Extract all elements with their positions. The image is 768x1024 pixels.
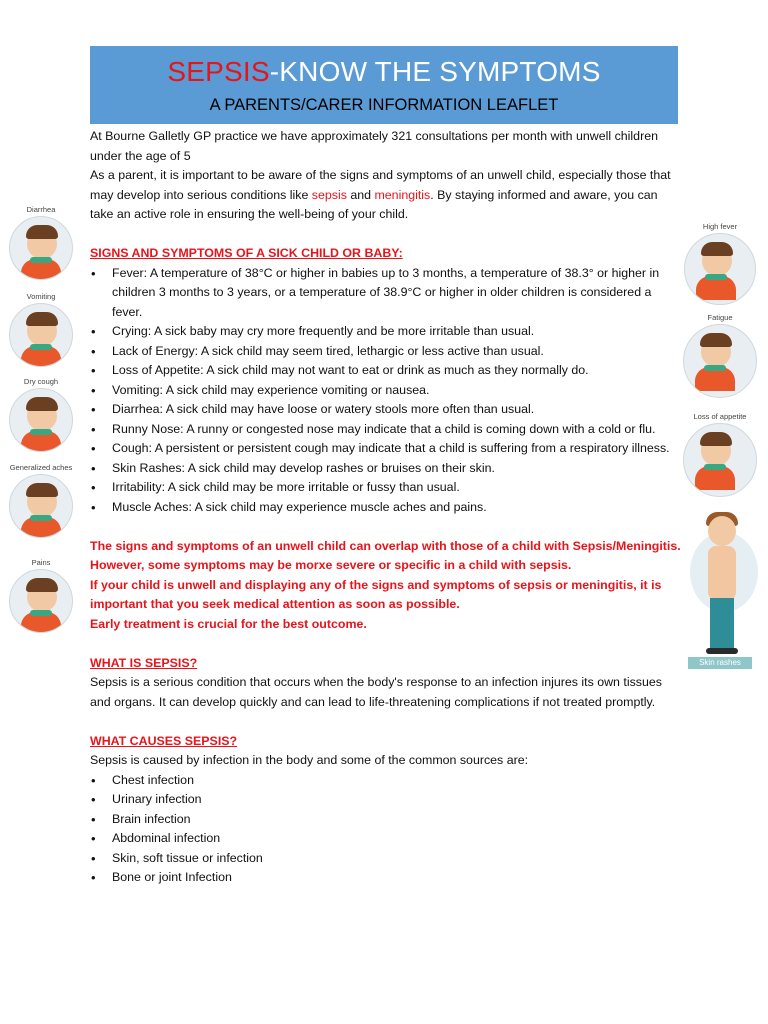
list-item: • Diarrhea: A sick child may have loose or watery stools more often than usual. — [90, 400, 682, 420]
illustration-caption: Generalized aches — [9, 463, 73, 472]
warning-line-4: Early treatment is crucial for the best outcome. — [90, 616, 367, 631]
skin-rashes-illustration — [690, 510, 758, 670]
list-item: • Muscle Aches: A sick child may experience muscle aches and pains. — [90, 498, 682, 518]
list-item: • Crying: A sick baby may cry more frequently and be more irritable than usual. — [90, 322, 682, 342]
illustration-caption: High fever — [702, 222, 738, 231]
list-item: • Vomiting: A sick child may experience vomiting or nausea. — [90, 381, 682, 401]
vomiting-illustration — [6, 292, 76, 367]
intro-text-end: . By staying informed and aware, you can take an active role in ensuring the well-being of your child. — [90, 187, 658, 221]
diarrhea-icon — [9, 216, 73, 280]
list-item: • Cough: A persistent or persistent cough may indicate that a child is suffering from a respiratory illness. — [90, 439, 682, 459]
fatigue-illustration — [682, 313, 758, 398]
dry-cough-icon — [9, 388, 73, 452]
title-rest: -KNOW THE SYMPTOMS — [269, 56, 601, 87]
causes-heading: WHAT CAUSES SEPSIS? — [90, 733, 238, 748]
what-is-text: Sepsis is a serious condition that occurs when the body's response to an infection injures its own tissues and organs. It can develop quickly and can lead to life-threatening complications if not treated promptly. — [90, 675, 662, 709]
warning-line-1: The signs and symptoms of an unwell child can overlap with those of a child with Sepsis/Meningitis. — [90, 538, 681, 553]
list-item: • Loss of Appetite: A sick child may not want to eat or drink as much as they normally do. — [90, 361, 682, 381]
causes-intro: Sepsis is caused by infection in the body and some of the common sources are: — [90, 753, 529, 767]
dry-cough-illustration — [6, 377, 76, 452]
title-banner — [90, 46, 678, 124]
sepsis-term: sepsis — [311, 187, 347, 202]
list-item: • Abdominal infection — [90, 829, 682, 849]
skin-rashes-caption: Skin rashes — [688, 657, 752, 669]
loss-of-appetite-illustration — [682, 412, 758, 497]
list-item: • Urinary infection — [90, 790, 682, 810]
pains-icon — [9, 569, 73, 633]
illustration-caption: Pains — [31, 558, 51, 567]
list-item: • Bone or joint Infection — [90, 868, 682, 888]
intro-paragraph-2 — [90, 166, 682, 225]
signs-heading: SIGNS AND SYMPTOMS OF A SICK CHILD OR BABY: — [90, 246, 403, 260]
warning-line-2: However, some symptoms may be morxe severe or specific in a child with sepsis. — [90, 558, 572, 572]
signs-list — [90, 264, 682, 518]
illustration-caption: Fatigue — [707, 313, 733, 322]
illustration-caption: Vomiting — [26, 292, 56, 301]
page-title — [90, 56, 678, 88]
causes-list — [90, 771, 682, 888]
diarrhea-illustration — [6, 205, 76, 280]
list-item: • Fever: A temperature of 38°C or higher in babies up to 3 months, a temperature of 38.3° or higher in children 3 months to 3 years, or a temperature of 38.9°C or higher in older children is considered a fever. — [90, 264, 682, 323]
list-item: • Brain infection — [90, 810, 682, 830]
high-fever-icon — [684, 233, 756, 305]
illustration-caption: Loss of appetite — [693, 412, 747, 421]
fatigue-icon — [683, 324, 757, 398]
generalized-aches-icon — [9, 474, 73, 538]
loss-of-appetite-icon — [683, 423, 757, 497]
title-sepsis: SEPSIS — [167, 56, 270, 87]
vomiting-icon — [9, 303, 73, 367]
list-item: • Runny Nose: A runny or congested nose may indicate that a child is coming down with a cold or flu. — [90, 420, 682, 440]
high-fever-illustration — [682, 222, 758, 305]
list-item: • Irritability: A sick child may be more irritable or fussy than usual. — [90, 478, 682, 498]
list-item: • Skin Rashes: A sick child may develop rashes or bruises on their skin. — [90, 459, 682, 479]
illustration-caption: Dry cough — [23, 377, 59, 386]
illustration-caption: Diarrhea — [26, 205, 56, 214]
what-is-heading: WHAT IS SEPSIS? — [90, 655, 198, 670]
leaflet-body — [90, 127, 682, 888]
generalized-aches-illustration — [6, 463, 76, 538]
list-item: • Lack of Energy: A sick child may seem tired, lethargic or less active than usual. — [90, 342, 682, 362]
list-item: • Chest infection — [90, 771, 682, 791]
page-subtitle: A PARENTS/CARER INFORMATION LEAFLET — [209, 96, 559, 114]
pains-illustration — [6, 558, 76, 633]
intro-and: and — [346, 187, 375, 202]
intro-text: As a parent, it is important to be aware of the signs and symptoms of an unwell child, especially those that may develop into serious conditions like — [90, 168, 671, 202]
warning-line-3: If your child is unwell and displaying any of the signs and symptoms of sepsis or meningitis, it is important that you seek medical attention as soon as possible. — [90, 577, 662, 611]
list-item: • Skin, soft tissue or infection — [90, 849, 682, 869]
meningitis-term: meningitis — [374, 187, 431, 202]
intro-paragraph-1: At Bourne Galletly GP practice we have approximately 321 consultations per month with unwell children under the age of 5 — [90, 129, 658, 163]
